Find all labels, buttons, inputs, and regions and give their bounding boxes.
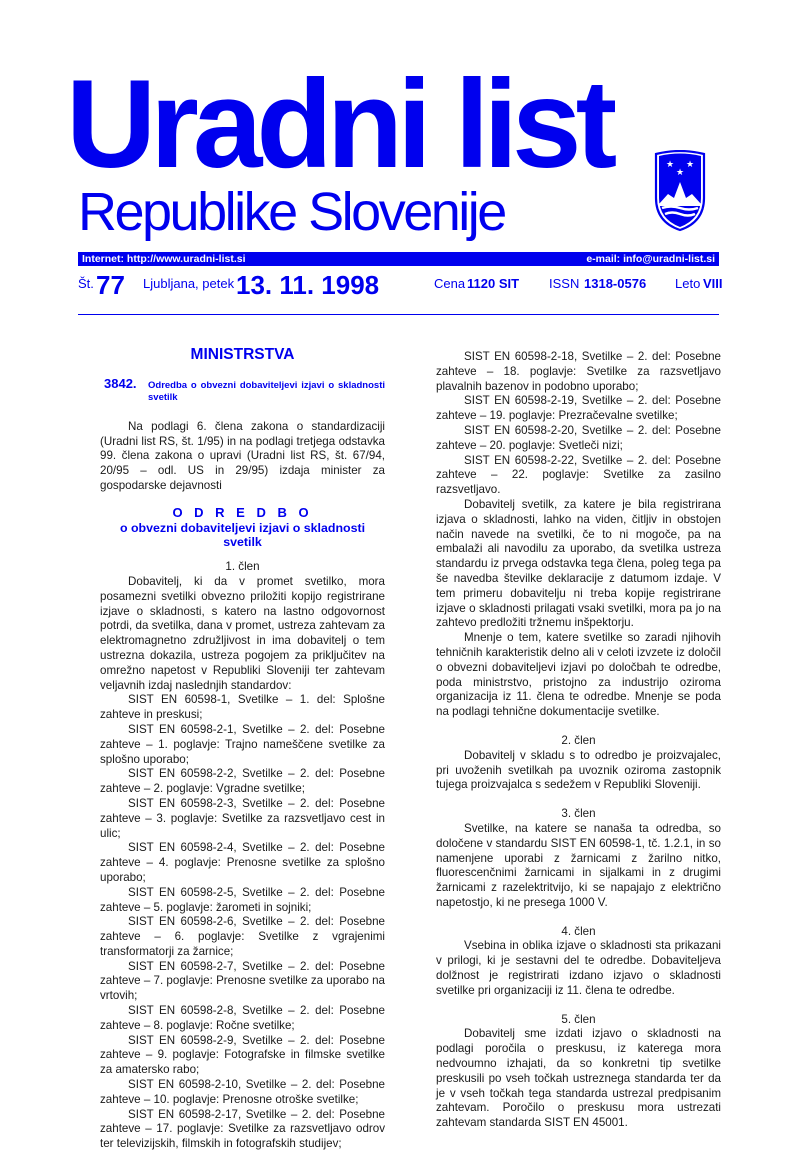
standard-item: SIST EN 60598-2-18, Svetilke – 2. del: Posebne zahteve – 18. poglavje: Svetilke za razsvetljavo plavalnih bazenov in podobno uporabo;: [436, 350, 721, 393]
odredbo-heading: O D R E D B O: [172, 504, 313, 520]
odredbo-subheading: o obvezni dobaviteljevi izjavi o skladnosti svetilk: [119, 520, 366, 550]
article-1-paragraph-3: Mnenje o tem, katere svetilke so zaradi njihovih tehničnih karakteristik delno ali v celoti izvzete iz določil o obvezni dobaviteljevi izjavi po določbah te odredbe, poda ministrstvo, pristojno za industrijo oziroma organizacija iz 11. člena te odredbe. Mnenje se poda na podlagi tehnične dokumentacije svetilke.: [436, 631, 721, 719]
price-value: 1120 SIT: [467, 276, 520, 291]
intro-paragraph: Na podlagi 6. člena zakona o standardizaciji (Uradni list RS, št. 1/95) in na podlagi tretjega odstavka 99. člena zakona o upravi (Uradni list RS, št. 67/94, 20/95 – odl. US in 29/95) izdaja minister za gospodarske dejavnosti: [100, 419, 385, 492]
standard-item: SIST EN 60598-2-19, Svetilke – 2. del: Posebne zahteve – 19. poglavje: Prezračevalne svetilke;: [436, 394, 721, 423]
article-2-heading: 2. člen: [561, 733, 596, 747]
article-5-heading: 5. člen: [561, 1012, 596, 1026]
standard-item: SIST EN 60598-2-4, Svetilke – 2. del: Posebne zahteve – 4. poglavje: Prenosne svetilke za splošno uporabo;: [100, 841, 385, 884]
issue-number: 77: [96, 270, 125, 300]
issue-place-day: Ljubljana, petek: [143, 276, 235, 291]
masthead-title: Uradni list: [66, 55, 612, 194]
coat-of-arms-icon: [650, 150, 710, 232]
standard-item: SIST EN 60598-1, Svetilke – 1. del: Splošne zahteve in preskusi;: [100, 693, 385, 722]
header-rule: [78, 314, 719, 315]
standard-item: SIST EN 60598-2-10, Svetilke – 2. del: Posebne zahteve – 10. poglavje: Prenosne otroške svetilke;: [100, 1078, 385, 1106]
right-column: [436, 350, 721, 1131]
price-label: Cena: [434, 276, 466, 291]
standard-item: SIST EN 60598-2-20, Svetilke – 2. del: Posebne zahteve – 20. poglavje: Svetleči nizi;: [436, 423, 721, 452]
decree-heading: [100, 377, 385, 404]
standard-item: SIST EN 60598-2-9, Svetilke – 2. del: Posebne zahteve – 9. poglavje: Fotografske in filmske svetilke za amatersko rabo;: [100, 1033, 385, 1077]
year-value: VIII: [703, 276, 723, 291]
year-label: Leto: [675, 276, 701, 291]
article-1-heading: 1. člen: [225, 560, 260, 574]
article-1-paragraph: Dobavitelj, ki da v promet svetilko, mora posamezni svetilki obvezno priložiti kopijo registrirane izjave o skladnosti, s katero na lastno odgovornost potrdi, da svetilka, dana v promet, ustreza zahtevam za elektromagnetno združljivost in ima dobavitelj o tem ustrezna dokazila, ustreza pogojem za priključitev na omrežno napetost v Republiki Sloveniji ter zahtevam veljavnih izdaj naslednjih standardov:: [100, 574, 385, 692]
standard-item: SIST EN 60598-2-1, Svetilke – 2. del: Posebne zahteve – 1. poglavje: Trajno nameščene svetilke za splošno uporabo;: [100, 722, 385, 766]
left-column: [100, 346, 385, 1152]
standard-item: SIST EN 60598-2-5, Svetilke – 2. del: Posebne zahteve – 5. poglavje: žarometi in sojniki;: [100, 885, 385, 914]
standard-item: SIST EN 60598-2-17, Svetilke – 2. del: Posebne zahteve – 17. poglavje: Svetilke za razsvetljavo odrov ter televizijskih, filmskih in fotografskih studijev;: [100, 1107, 385, 1151]
article-4-paragraph: Vsebina in oblika izjave o skladnosti sta prikazani v prilogi, ki je sestavni del te odredbe. Dobaviteljeva dolžnost je registrirati izdano izjavo o skladnosti svetilke pri organizaciji iz 11. člena te odredbe.: [436, 939, 721, 997]
issue-date: 13. 11. 1998: [236, 270, 380, 300]
standard-item: SIST EN 60598-2-8, Svetilke – 2. del: Posebne zahteve – 8. poglavje: Ročne svetilke;: [100, 1004, 385, 1032]
masthead-subtitle: Republike Slovenije: [78, 182, 505, 242]
email-link[interactable]: e-mail: info@uradni-list.si: [586, 253, 715, 265]
section-title: MINISTRSTVA: [190, 346, 295, 363]
decree-number: 3842.: [104, 375, 137, 391]
internet-link[interactable]: Internet: http://www.uradni-list.si: [82, 253, 246, 265]
svg-text:★: ★: [675, 167, 685, 177]
svg-text:★: ★: [685, 159, 695, 169]
svg-text:★: ★: [665, 159, 675, 169]
standard-item: SIST EN 60598-2-22, Svetilke – 2. del: Posebne zahteve – 22. poglavje: Svetilke za zasilno razsvetljavo.: [436, 453, 721, 497]
decree-title: Odredba o obvezni dobaviteljevi izjavi o skladnosti svetilk: [148, 379, 385, 403]
standard-item: SIST EN 60598-2-6, Svetilke – 2. del: Posebne zahteve – 6. poglavje: Svetilke z vgrajenimi transformatorji za žarnice;: [100, 915, 385, 958]
issue-st-label: Št.: [78, 276, 94, 291]
article-1-paragraph-2: Dobavitelj svetilk, za katere je bila registrirana izjava o skladnosti, lahko na viden, čitljiv in obstojen način navede na svetilki, če to ni mogoče, pa na embalaži ali navodilu za uporabo, da svetilka ustreza standardu iz prvega odstavka tega člena, poleg tega pa še navedba številke deklaracije z datumom izdaje. V tem primeru dobavitelju ni treba kopije registrirane izjave o skladnosti prilagati vsaki svetilki, mora pa jo na zahtevo predložiti tržnemu inšpektorju.: [436, 497, 721, 630]
issn-value: 1318-0576: [584, 276, 647, 291]
standard-item: SIST EN 60598-2-3, Svetilke – 2. del: Posebne zahteve – 3. poglavje: Svetilke za razsvetljavo cest in ulic;: [100, 796, 385, 840]
article-3-paragraph: Svetilke, na katere se nanaša ta odredba, so določene v standardu SIST EN 60598-1, tč. 1.2.1, in so namenjene uporabi z žarnicami z žarilno nitko, fluorescenčnimi žarnicami in sijalkami in z drugimi žarnicami z razelektritvijo, ki se napajajo z električno napetostjo, ki ne presega 1000 V.: [436, 821, 721, 909]
article-4-heading: 4. člen: [561, 924, 596, 938]
issn-label: ISSN: [549, 276, 580, 291]
article-5-paragraph: Dobavitelj sme izdati izjavo o skladnosti na podlagi poročila o preskusu, iz katerega mora nedvoumno izhajati, da so konkretni tip svetilke preskusili po vseh točkah ustreznega standarda ter da je v vseh točkah tega standarda ustrezal predpisanim zahtevam. Poročilo o preskusu mora ustrezati zahtevam standarda SIST EN 45001.: [436, 1027, 721, 1130]
article-2-paragraph: Dobavitelj v skladu s to odredbo je proizvajalec, pri uvoženih svetilkah pa uvoznik oziroma zastopnik tujega proizvajalca s sedežem v Republiki Sloveniji.: [436, 748, 721, 792]
article-3-heading: 3. člen: [561, 807, 596, 821]
standard-item: SIST EN 60598-2-7, Svetilke – 2. del: Posebne zahteve – 7. poglavje: Prenosne svetilke za uporabo na vrtovih;: [100, 959, 385, 1003]
contact-bar: [78, 252, 719, 266]
standard-item: SIST EN 60598-2-2, Svetilke – 2. del: Posebne zahteve – 2. poglavje: Vgradne svetilke;: [100, 767, 385, 796]
